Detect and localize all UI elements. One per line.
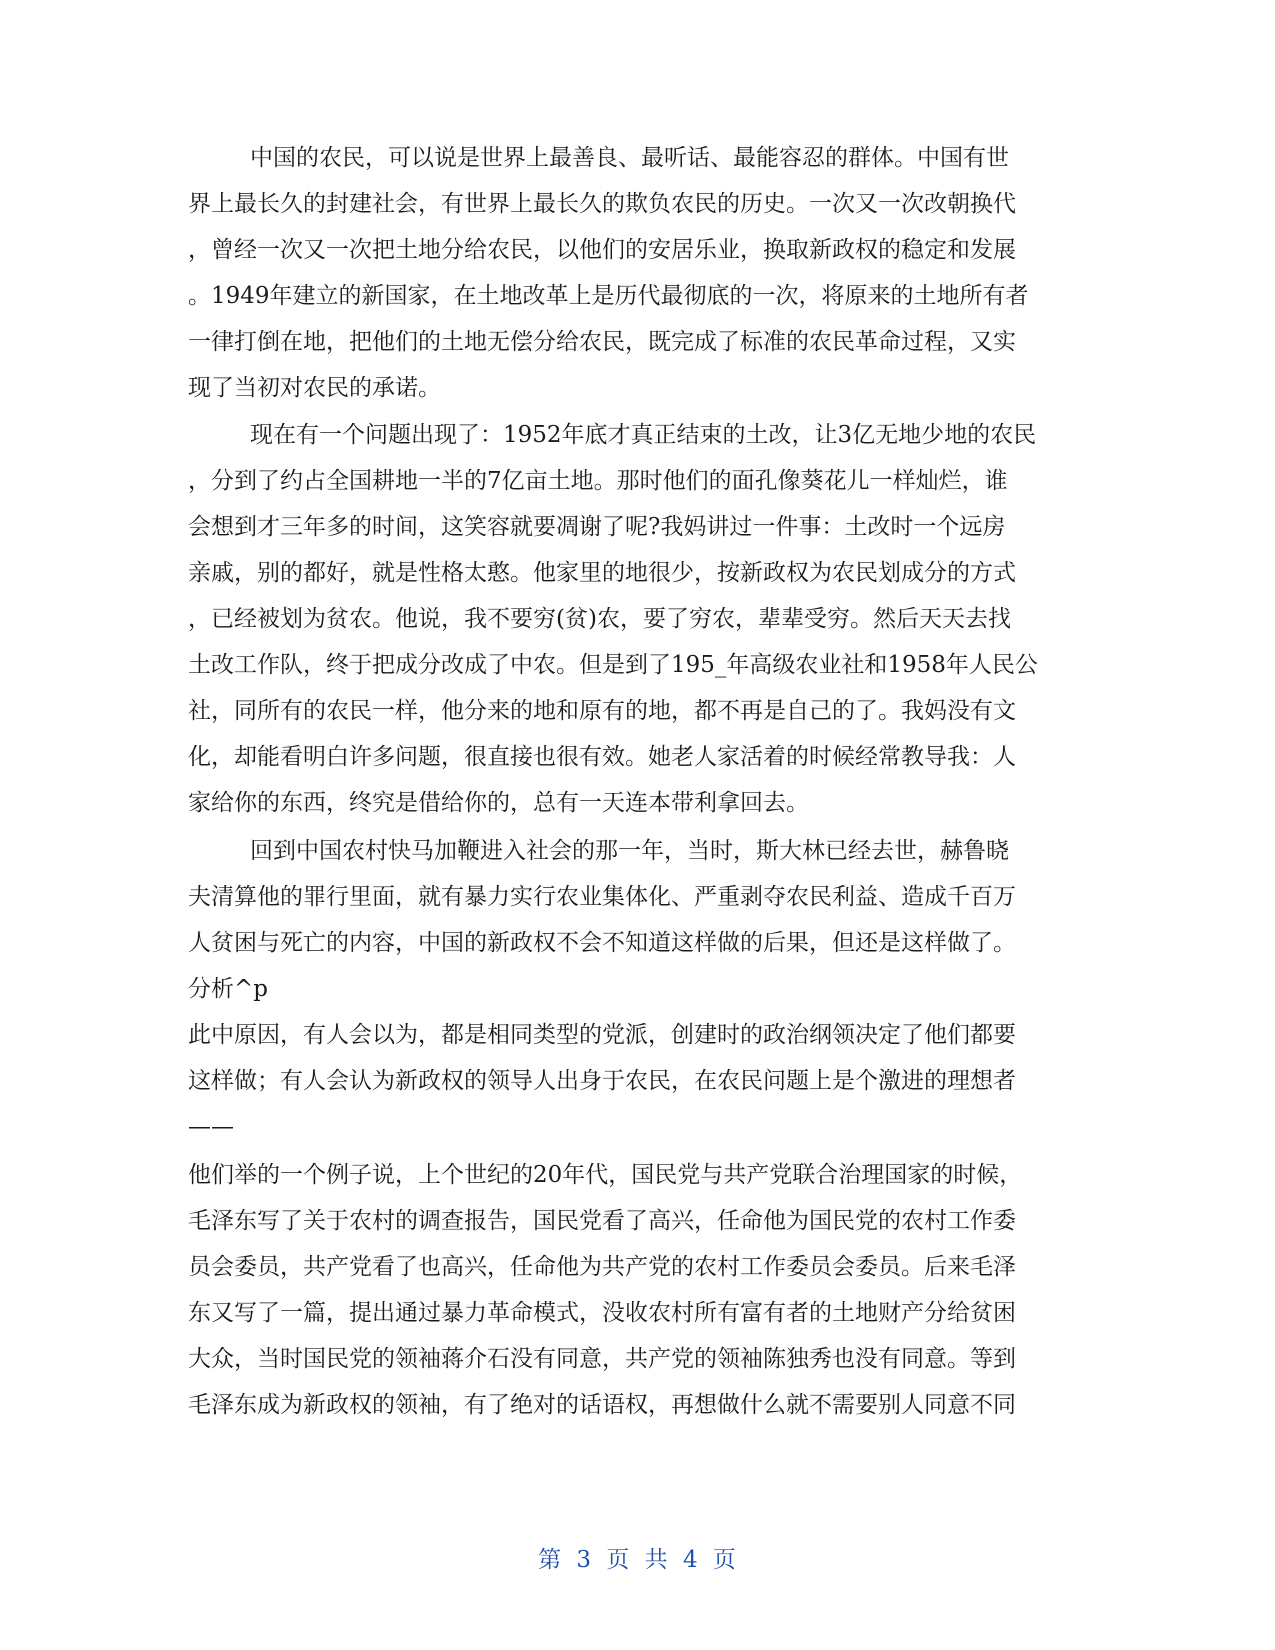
body-text-line: 界上最长久的封建社会，有世界上最长久的欺负农民的历史。一次又一次改朝换代 bbox=[188, 191, 1016, 217]
page-number-footer: 第 3 页 共 4 页 bbox=[538, 1547, 737, 1573]
body-text-line: ，已经被划为贫农。他说，我不要穷(贫)农，要了穷农，辈辈受穷。然后天天去找 bbox=[188, 606, 1011, 632]
body-text-line: ，分到了约占全国耕地一半的7亿亩土地。那时他们的面孔像葵花儿一样灿烂，谁 bbox=[188, 468, 1008, 494]
body-text-line: 社，同所有的农民一样，他分来的地和原有的地，都不再是自己的了。我妈没有文 bbox=[188, 698, 1016, 724]
body-text-line: 土改工作队，终于把成分改成了中农。但是到了195_年高级农业社和1958年人民公 bbox=[188, 652, 1038, 678]
body-text-line: 家给你的东西，终究是借给你的，总有一天连本带利拿回去。 bbox=[188, 790, 809, 816]
body-text-line: 人贫困与死亡的内容，中国的新政权不会不知道这样做的后果，但还是这样做了。 bbox=[188, 930, 1016, 956]
body-text-line: 会想到才三年多的时间，这笑容就要凋谢了呢?我妈讲过一件事：土改时一个远房 bbox=[188, 514, 1006, 540]
body-text-line: ，曾经一次又一次把土地分给农民，以他们的安居乐业，换取新政权的稳定和发展 bbox=[188, 237, 1016, 263]
body-text-line: 一律打倒在地，把他们的土地无偿分给农民，既完成了标准的农民革命过程，又实 bbox=[188, 329, 1016, 355]
body-text-line: 现在有一个问题出现了：1952年底才真正结束的土改，让3亿无地少地的农民 bbox=[250, 422, 1037, 448]
body-text-line: 回到中国农村快马加鞭进入社会的那一年，当时，斯大林已经去世，赫鲁晓 bbox=[250, 838, 1009, 864]
body-text-line: 员会委员，共产党看了也高兴，任命他为共产党的农村工作委员会委员。后来毛泽 bbox=[188, 1254, 1016, 1280]
body-text-line: 这样做；有人会认为新政权的领导人出身于农民，在农民问题上是个激进的理想者 bbox=[188, 1068, 1016, 1094]
body-text-line: 分析^p bbox=[188, 976, 268, 1002]
body-text-line: 他们举的一个例子说，上个世纪的20年代，国民党与共产党联合治理国家的时候， bbox=[188, 1162, 1023, 1188]
body-text-line: 亲戚，别的都好，就是性格太憨。他家里的地很少，按新政权为农民划成分的方式 bbox=[188, 560, 1016, 586]
body-text-line: 。1949年建立的新国家，在土地改革上是历代最彻底的一次，将原来的土地所有者 bbox=[188, 283, 1029, 309]
body-text-line: 此中原因，有人会以为，都是相同类型的党派，创建时的政治纲领决定了他们都要 bbox=[188, 1022, 1016, 1048]
body-text-line: 东又写了一篇，提出通过暴力革命模式，没收农村所有富有者的土地财产分给贫困 bbox=[188, 1300, 1016, 1326]
body-text-line: 毛泽东写了关于农村的调查报告，国民党看了高兴，任命他为国民党的农村工作委 bbox=[188, 1208, 1016, 1234]
body-text-line: 中国的农民，可以说是世界上最善良、最听话、最能容忍的群体。中国有世 bbox=[250, 145, 1009, 171]
body-text-line: 现了当初对农民的承诺。 bbox=[188, 375, 441, 401]
body-text-line: —— bbox=[188, 1114, 234, 1140]
body-text-line: 大众，当时国民党的领袖蒋介石没有同意，共产党的领袖陈独秀也没有同意。等到 bbox=[188, 1346, 1016, 1372]
body-text-line: 毛泽东成为新政权的领袖，有了绝对的话语权，再想做什么就不需要别人同意不同 bbox=[188, 1392, 1016, 1418]
body-text-line: 夫清算他的罪行里面，就有暴力实行农业集体化、严重剥夺农民利益、造成千百万 bbox=[188, 884, 1016, 910]
body-text-line: 化，却能看明白许多问题，很直接也很有效。她老人家活着的时候经常教导我：人 bbox=[188, 744, 1016, 770]
